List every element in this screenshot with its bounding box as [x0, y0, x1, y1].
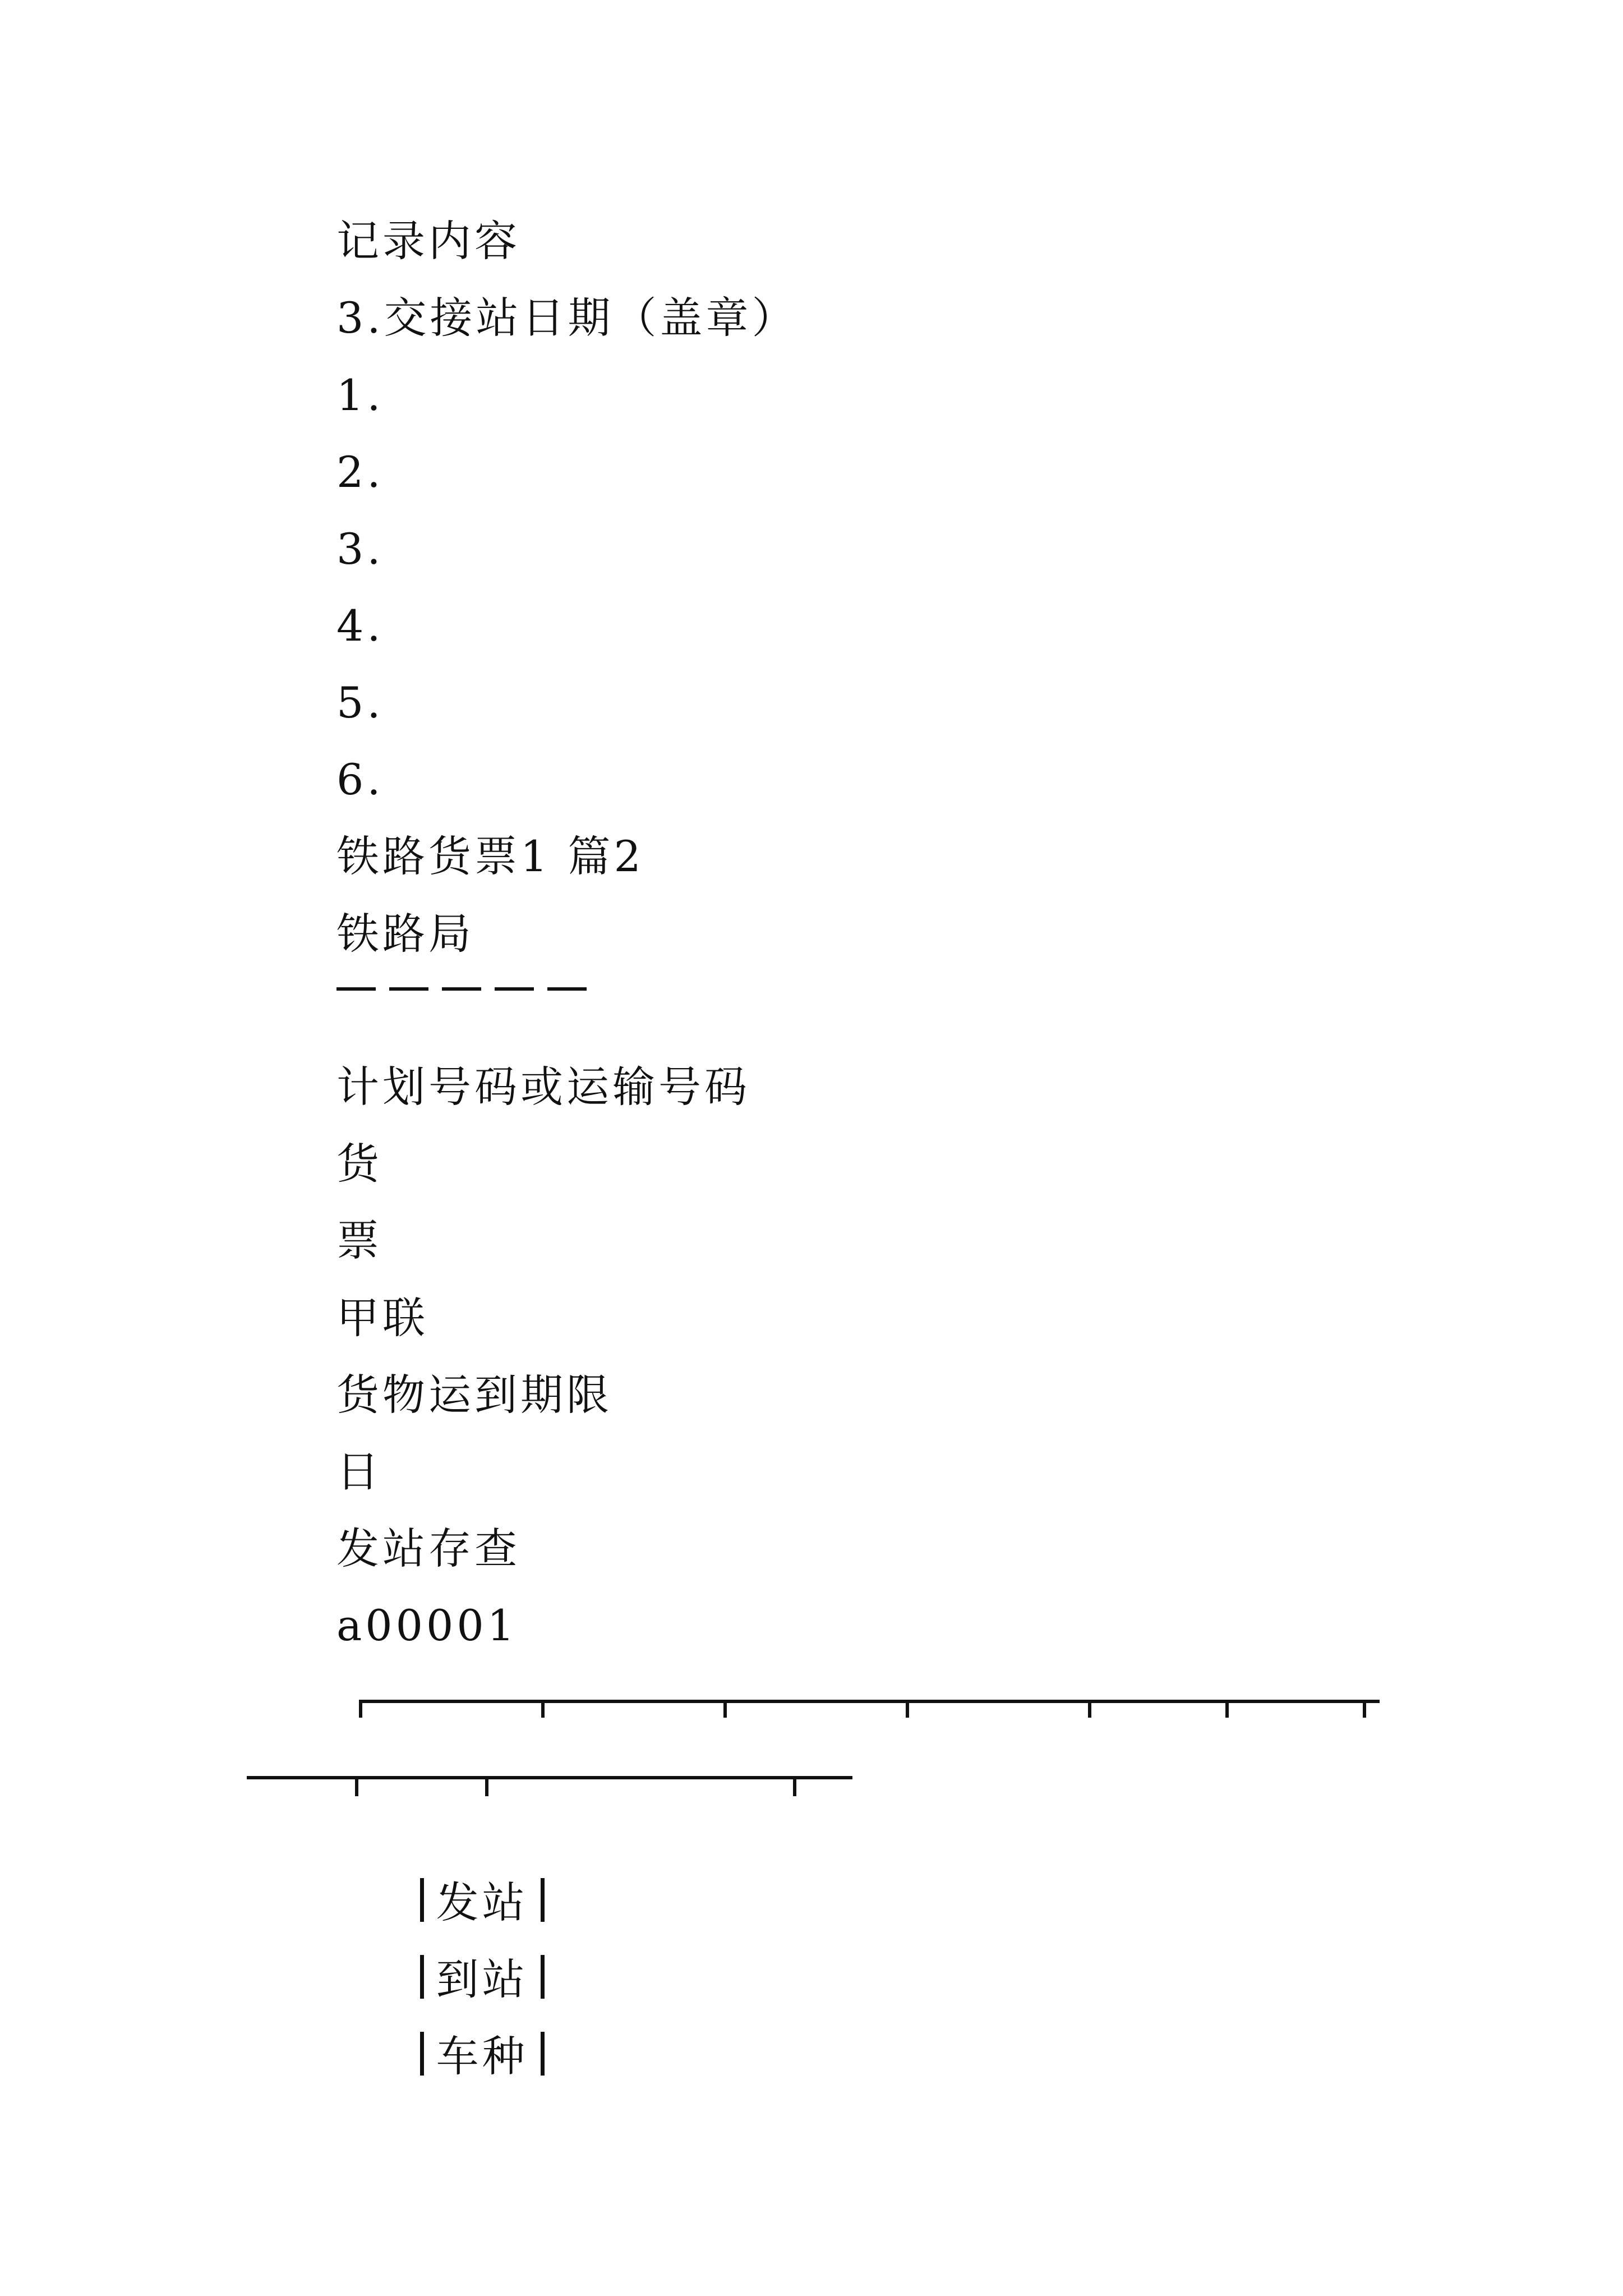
- departure-station-cell: 发站: [436, 1878, 528, 1927]
- list-item-1: 1.: [336, 370, 384, 420]
- vertical-text-huo: 货: [336, 1139, 382, 1189]
- day-unit-label: 日: [336, 1447, 382, 1497]
- record-content-heading: 记录内容: [336, 216, 520, 266]
- ticket-serial-number: a00001: [336, 1600, 518, 1650]
- plan-number-label: 计划号码或运输号码: [336, 1062, 750, 1112]
- dash-separator: [336, 987, 587, 991]
- list-item-3: 3.: [336, 524, 384, 574]
- list-item-2: 2.: [336, 447, 384, 497]
- table-corner-tick: [359, 1700, 362, 1718]
- section-title: 铁路货票1 篇2: [336, 831, 644, 881]
- wagon-type-cell: 车种: [436, 2031, 528, 2081]
- table-corner-tick: [1363, 1700, 1366, 1718]
- table-column-tick: [485, 1776, 488, 1796]
- table-column-tick: [541, 1700, 545, 1718]
- table-column-tick: [1225, 1700, 1229, 1718]
- dash-segment: [442, 987, 481, 991]
- arrival-station-cell: 到站: [436, 1954, 528, 2004]
- table-corner-tick: [793, 1776, 796, 1796]
- delivery-time-limit-label: 货物运到期限: [336, 1370, 612, 1420]
- table-column-tick: [1088, 1700, 1091, 1718]
- list-item-5: 5.: [336, 678, 384, 728]
- dash-segment: [336, 987, 376, 991]
- table-column-tick: [906, 1700, 909, 1718]
- list-item-6: 6.: [336, 754, 384, 804]
- cell-border: [420, 2032, 424, 2076]
- handover-station-date-line: 3.交接站日期（盖章）: [336, 293, 798, 343]
- table-border-line: [247, 1776, 852, 1779]
- dash-segment: [389, 987, 428, 991]
- vertical-text-piao: 票: [336, 1216, 382, 1266]
- table-column-tick: [723, 1700, 727, 1718]
- departure-station-copy-label: 发站存查: [336, 1524, 520, 1573]
- copy-a-label: 甲联: [336, 1293, 428, 1343]
- table-column-tick: [355, 1776, 358, 1796]
- railway-bureau-label: 铁路局: [336, 909, 474, 959]
- cell-border: [541, 2032, 545, 2076]
- list-item-4: 4.: [336, 601, 384, 651]
- dash-segment: [547, 987, 587, 991]
- dash-segment: [495, 987, 534, 991]
- table-row: [352, 1981, 545, 2132]
